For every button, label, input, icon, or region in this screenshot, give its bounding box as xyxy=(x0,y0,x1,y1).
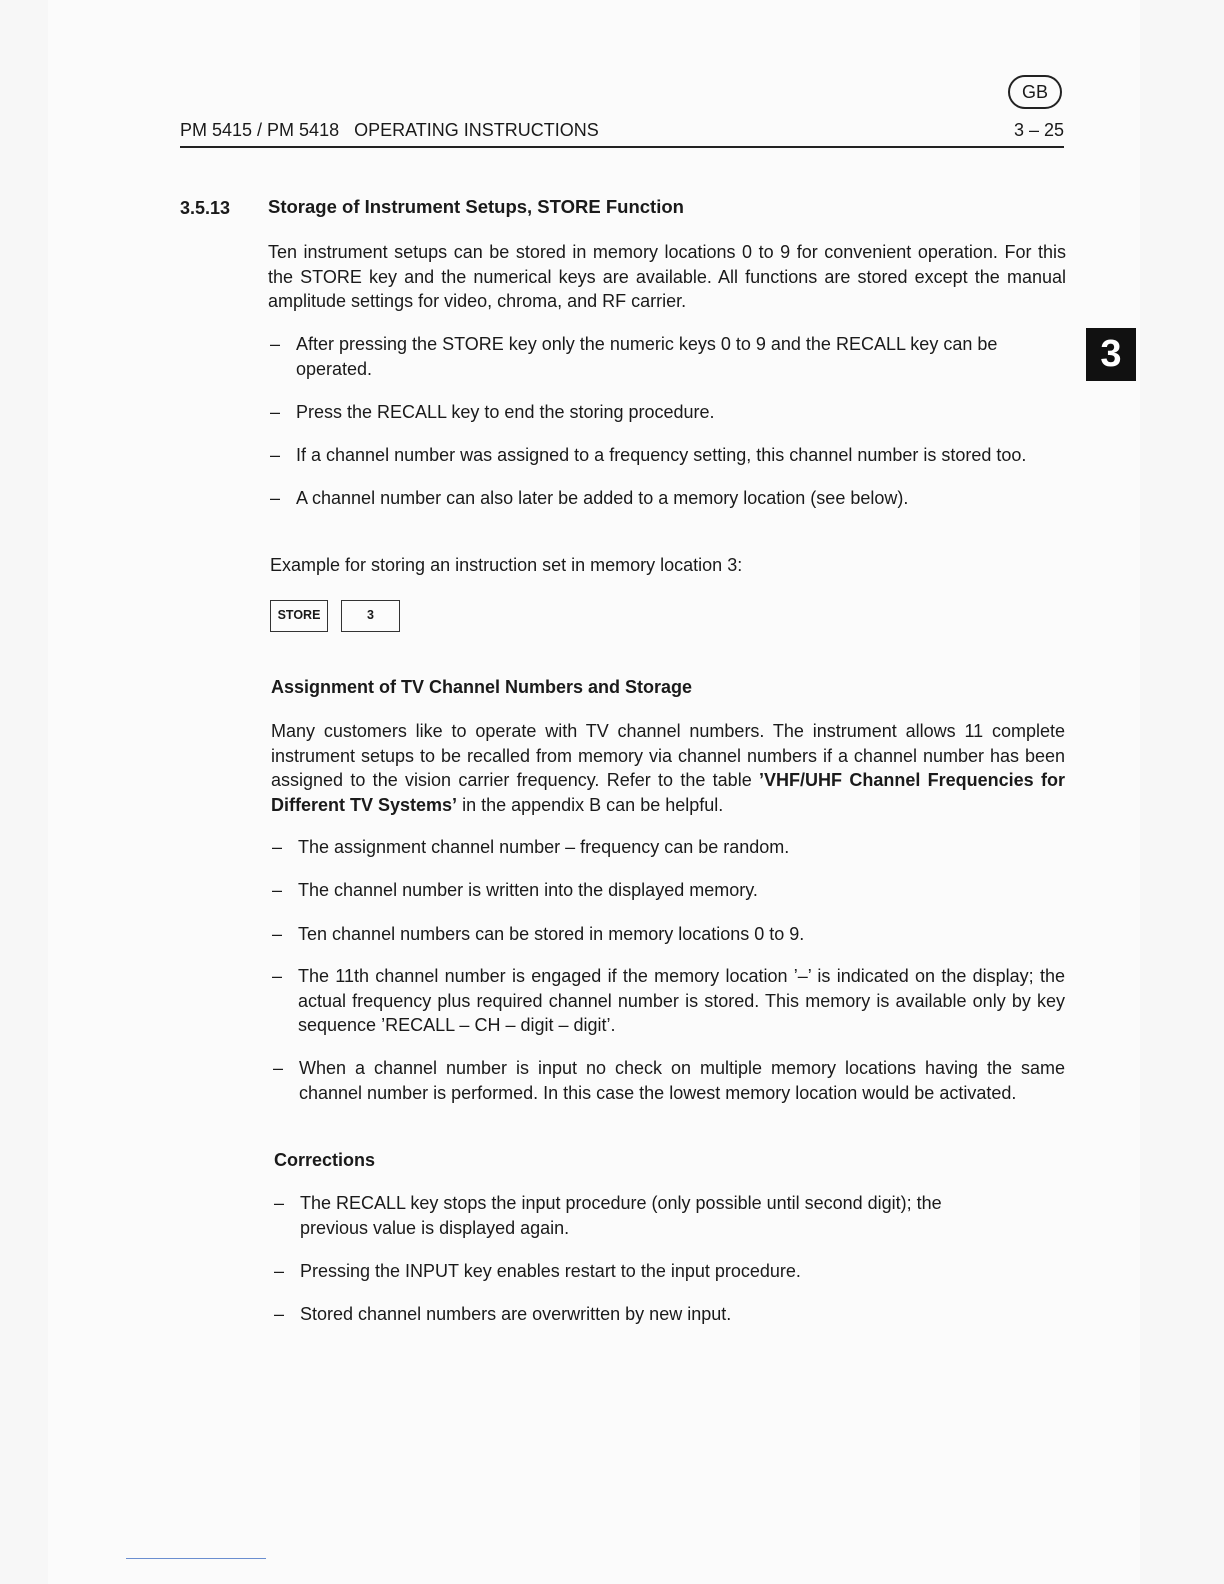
list-item-text: Pressing the INPUT key enables restart to the input procedure. xyxy=(300,1261,801,1281)
bullet-dash: – xyxy=(274,1304,285,1324)
assignment-paragraph xyxy=(271,719,1065,817)
bullet-dash: – xyxy=(274,1193,285,1213)
bullet-dash: – xyxy=(273,1058,284,1078)
example-text: Example for storing an instruction set in memory location 3: xyxy=(270,555,743,575)
page-number: 3 – 25 xyxy=(1013,120,1064,140)
list-item xyxy=(270,486,1066,511)
list-item xyxy=(274,1302,1064,1327)
bullet-dash: – xyxy=(272,924,283,944)
bullet-dash: – xyxy=(270,402,281,422)
list-item-text: A channel number can also later be added to a memory location (see below). xyxy=(296,488,909,508)
list-item xyxy=(270,400,1066,425)
list-item xyxy=(270,443,1066,468)
language-badge: GB xyxy=(1008,75,1062,109)
bullet-dash: – xyxy=(272,837,283,857)
list-item-text: The assignment channel number – frequency can be random. xyxy=(298,837,790,857)
list-item-text: If a channel number was assigned to a frequency setting, this channel number is stored too. xyxy=(296,445,1027,465)
list-item xyxy=(272,878,1065,903)
list-item xyxy=(273,1056,1065,1105)
list-item xyxy=(272,922,1065,947)
section-number: 3.5.13 xyxy=(180,198,231,218)
list-item xyxy=(274,1191,974,1240)
list-item-text: Ten channel numbers can be stored in memory locations 0 to 9. xyxy=(298,924,805,944)
list-item-text: The channel number is written into the displayed memory. xyxy=(298,880,758,900)
corrections-heading: Corrections xyxy=(274,1150,376,1170)
list-item xyxy=(272,964,1065,1038)
bullet-dash: – xyxy=(272,880,283,900)
store-key: STORE xyxy=(270,600,328,632)
assignment-text: Many customers like to operate with TV channel numbers. The instrument allows 11 complete instrument setups to be recalled from memory via channel numbers if a channel number has been assigned to the vision carrier frequency. Refer to the table xyxy=(271,721,1065,790)
bullet-dash: – xyxy=(270,488,281,508)
list-item-text: The RECALL key stops the input procedure (only possible until second digit); the previous value is displayed again. xyxy=(300,1193,942,1238)
chapter-tab: 3 xyxy=(1086,328,1136,381)
header-title: PM 5415 / PM 5418 OPERATING INSTRUCTIONS xyxy=(180,120,599,140)
list-item-text: When a channel number is input no check on multiple memory locations having the same channel number is performed. In this case the lowest memory location would be activated. xyxy=(299,1058,1065,1103)
list-item-text: Press the RECALL key to end the storing procedure. xyxy=(296,402,715,422)
table-reference: ’VHF/UHF Channel Frequencies for Different TV Systems’ xyxy=(271,770,1066,815)
list-item-text: Stored channel numbers are overwritten by new input. xyxy=(300,1304,732,1324)
list-item xyxy=(274,1259,1064,1284)
section-intro: Ten instrument setups can be stored in memory locations 0 to 9 for convenient operation. For this the STORE key and the numerical keys are available. All functions are stored except the manual amplitude settings for video, chroma, and RF carrier. xyxy=(268,242,1066,311)
assignment-heading: Assignment of TV Channel Numbers and Storage xyxy=(271,677,693,697)
list-item-text: After pressing the STORE key only the numeric keys 0 to 9 and the RECALL key can be operated. xyxy=(296,334,998,379)
list-item xyxy=(270,332,1066,381)
section-title: Storage of Instrument Setups, STORE Function xyxy=(268,196,684,217)
bullet-dash: – xyxy=(270,445,281,465)
bullet-dash: – xyxy=(274,1261,285,1281)
digit-3-key: 3 xyxy=(341,600,400,632)
list-item-text: The 11th channel number is engaged if the memory location ’–’ is indicated on the display; the actual frequency plus required channel number is stored. This memory is available only by key sequence ’RECALL – CH – digit – digit’. xyxy=(298,966,1065,1035)
bullet-dash: – xyxy=(272,966,283,986)
bullet-dash: – xyxy=(270,334,281,354)
page-header xyxy=(180,120,1064,148)
assignment-text-end: in the appendix B can be helpful. xyxy=(457,794,724,815)
footer-rule xyxy=(126,1558,266,1559)
list-item xyxy=(272,835,1065,860)
